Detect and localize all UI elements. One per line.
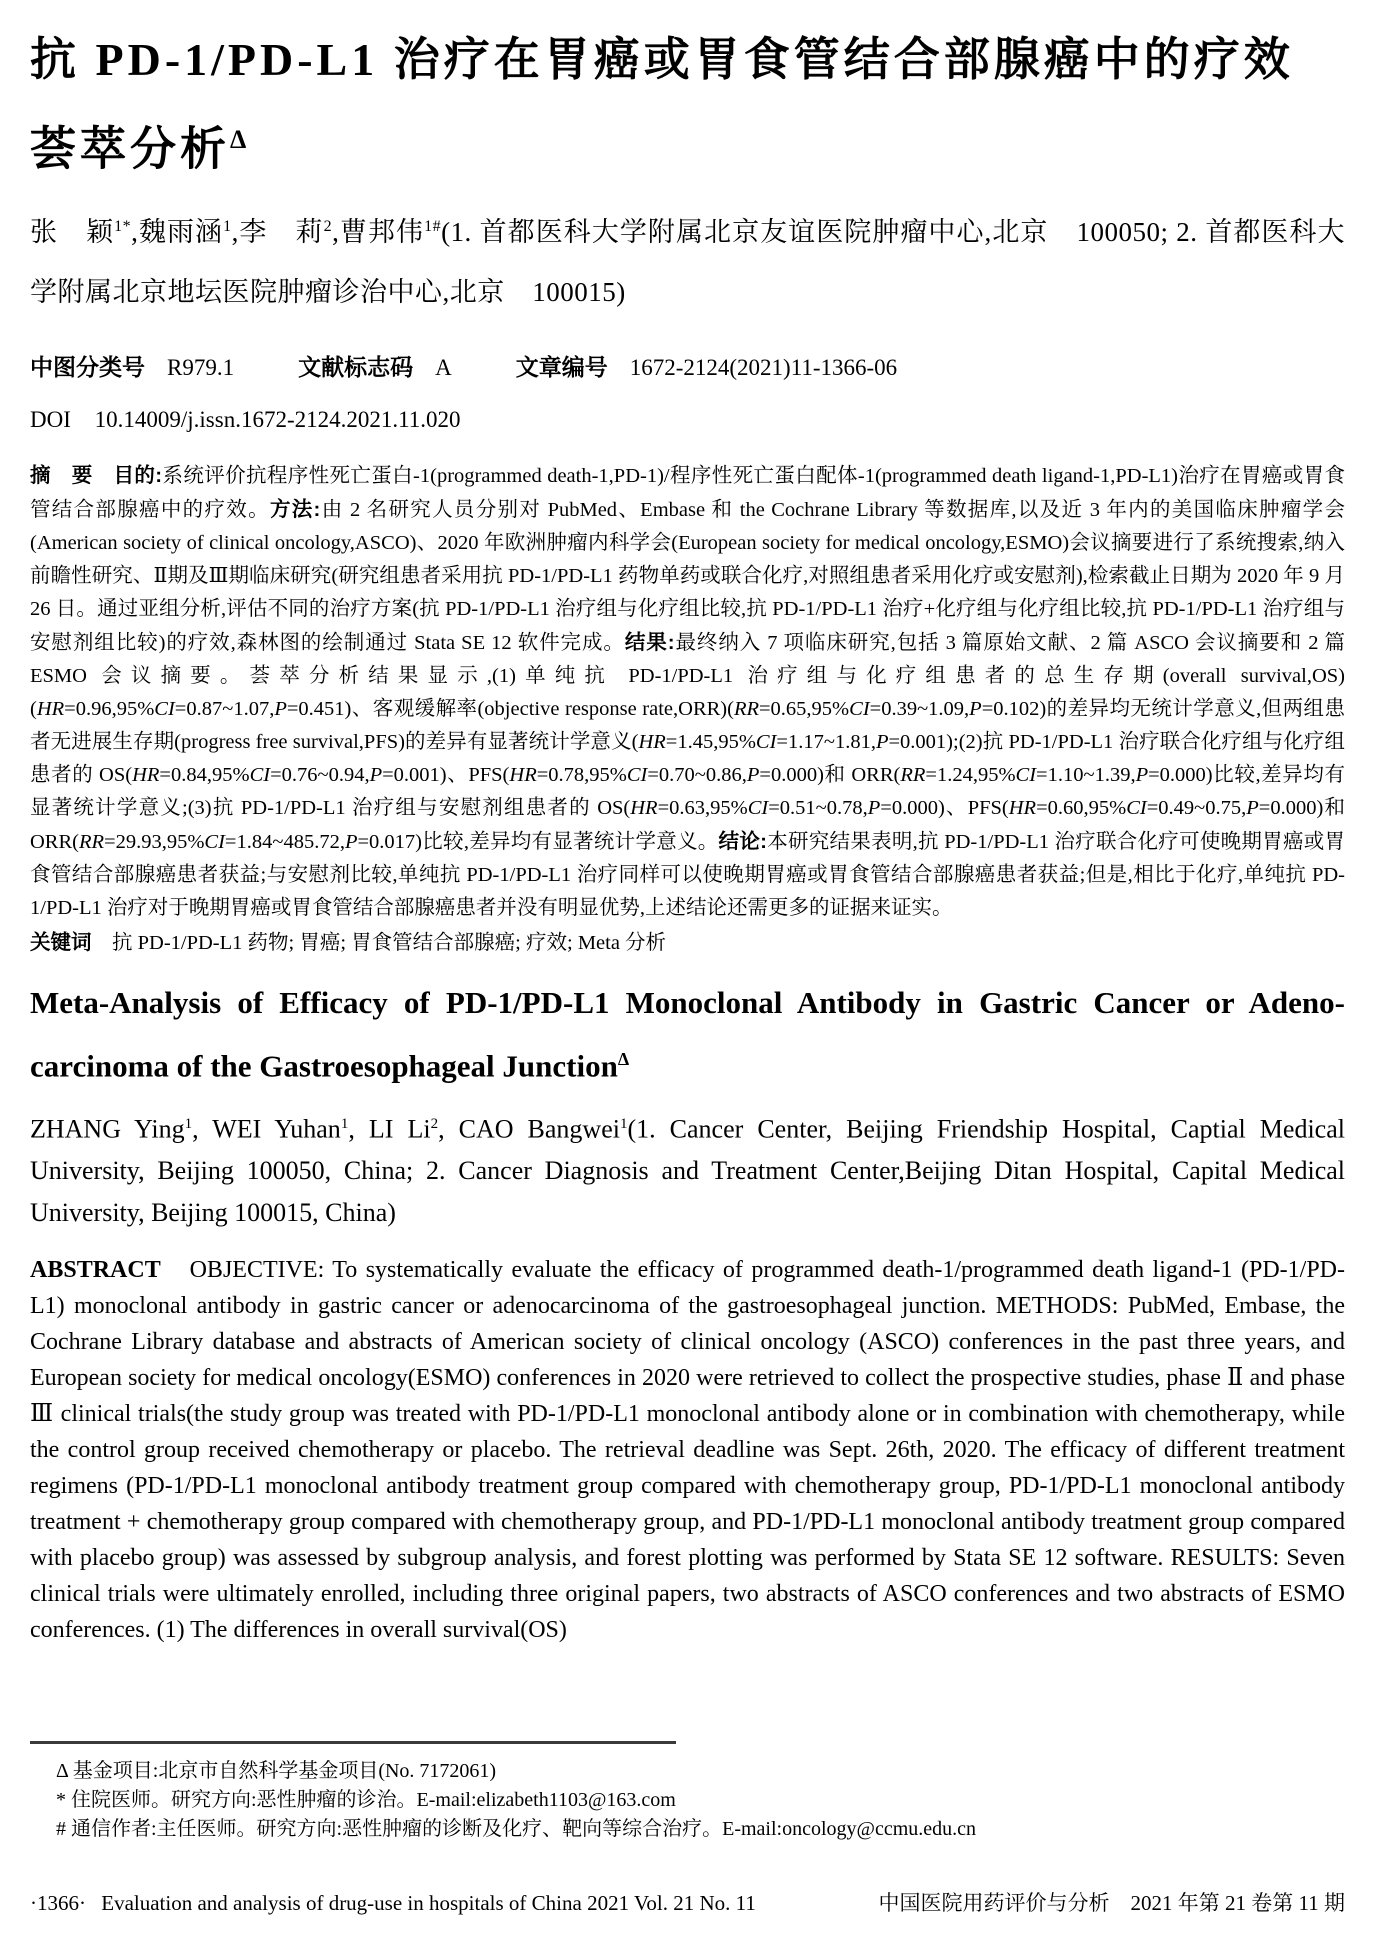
- page-footer: [30, 1889, 1345, 1917]
- authors-affiliations-zh: 张 颖$^{1*}$,魏雨涵$^1$,李 莉$^2$,曹邦伟$^{1\#}$(1. 首都医科大学附属北京友谊医院肿瘤中心,北京 100050; 2. 首都医科大学附属北京地坛医院肿瘤诊治中心,北京 100015): [30, 217, 1346, 308]
- doi-label: DOI: [30, 407, 71, 433]
- keywords-zh: 关键词 抗 PD-1/PD-L1 药物; 胃癌; 胃食管结合部腺癌; 疗效; Meta 分析: [30, 931, 667, 955]
- article-title-zh: [30, 20, 1345, 189]
- article-number-value: 1672-2124(2021)11-1366-06: [629, 355, 898, 381]
- footnote-divider: [30, 1741, 676, 1744]
- footnote-funding: Δ 基金项目:北京市自然科学基金项目(No. 7172061): [56, 1760, 497, 1782]
- article-title-en-line2: carcinoma of the Gastroesophageal Junction$^\Delta$: [30, 1048, 630, 1084]
- article-number-label: 文章编号: [515, 354, 608, 381]
- article-meta-row: [30, 352, 1345, 383]
- article-title-zh-line1: 抗 PD-1/PD-L1 治疗在胃癌或胃食管结合部腺癌中的疗效: [30, 34, 1294, 85]
- footnote-corresponding-author: # 通信作者:主任医师。研究方向:恶性肿瘤的诊断及化疗、靶向等综合治疗。E-mail:oncology@ccmu.edu.cn: [56, 1818, 977, 1840]
- footnotes: [56, 1757, 1335, 1844]
- article-title-en: [30, 974, 1345, 1094]
- document-code-value: A: [435, 355, 452, 381]
- abstract-zh: 摘 要 目的:系统评价抗程序性死亡蛋白-1(programmed death-1,PD-1)/程序性死亡蛋白配体-1(programmed death ligand-1,PD-L1)治疗在胃癌或胃食管结合部腺癌中的疗效。方法:由 2 名研究人员分别对 PubMed、Embase 和 the Cochrane Library 等数据库,以及近 3 年内的美国临床肿瘤学会(American society of clinical oncology,ASCO)、2020 年欧洲肿瘤内科学会(European society for medical oncology,ESMO)会议摘要进行了系统搜索,纳入前瞻性研究、Ⅱ期及Ⅲ期临床研究(研究组患者采用抗 PD-1/PD-L1 药物单药或联合化疗,对照组患者采用化疗或安慰剂),检索截止日期为 2020 年 9 月 26 日。通过亚组分析,评估不同的治疗方案(抗 PD-1/PD-L1 治疗组与化疗组比较,抗 PD-1/PD-L1 治疗+化疗组与化疗组比较,抗 PD-1/PD-L1 治疗组与安慰剂组比较)的疗效,森林图的绘制通过 Stata SE 12 软件完成。结果:最终纳入 7 项临床研究,包括 3 篇原始文献、2 篇 ASCO 会议摘要和 2 篇 ESMO 会议摘要。荟萃分析结果显示,(1)单纯抗 PD-1/PD-L1 治疗组与化疗组患者的总生存期(overall survival,OS)(HR=0.96,95%CI=0.87~1.07,P=0.451)、客观缓解率(objective response rate,ORR)(RR=0.65,95%CI=0.39~1.09,P=0.102)的差异均无统计学意义,但两组患者无进展生存期(progress free survival,PFS)的差异有显著统计学意义(HR=1.45,95%CI=1.17~1.81,P=0.001);(2)抗 PD-1/PD-L1 治疗联合化疗组与化疗组患者的 OS(HR=0.84,95%CI=0.76~0.94,P=0.001)、PFS(HR=0.78,95%CI=0.70~0.86,P=0.000)和 ORR(RR=1.24,95%CI=1.10~1.39,P=0.000)比较,差异均有显著统计学意义;(3)抗 PD-1/PD-L1 治疗组与安慰剂组患者的 OS(HR=0.63,95%CI=0.51~0.78,P=0.000)、PFS(HR=0.60,95%CI=0.49~0.75,P=0.000)和 ORR(RR=29.93,95%CI=1.84~485.72,P=0.017)比较,差异均有显著统计学意义。结论:本研究结果表明,抗 PD-1/PD-L1 治疗联合化疗可使晚期胃癌或胃食管结合部腺癌患者获益;与安慰剂比较,单纯抗 PD-1/PD-L1 治疗同样可以使晚期胃癌或胃食管结合部腺癌患者获益;但是,相比于化疗,单纯抗 PD-1/PD-L1 治疗对于晚期胃癌或胃食管结合部腺癌患者并没有明显优势,上述结论还需更多的证据来证实。: [30, 464, 1346, 920]
- footnote-first-author: * 住院医师。研究方向:恶性肿瘤的诊治。E-mail:elizabeth1103@163.com: [56, 1789, 676, 1811]
- authors-affiliations-en: ZHANG Ying$^1$, WEI Yuhan$^1$, LI Li$^2$, CAO Bangwei$^1$(1. Cancer Center, Beijing Friendship Hospital, Captial Medical University, Beijing 100050, China; 2. Cancer Diagnosis and Treatment Center,Beijing Ditan Hospital, Capital Medical University, Beijing 100015, China): [30, 1114, 1345, 1228]
- clc-label: 中图分类号: [30, 354, 145, 381]
- footer-left: [30, 1889, 756, 1917]
- doi-value: 10.14009/j.issn.1672-2124.2021.11.020: [94, 407, 461, 433]
- article-number: [516, 352, 897, 383]
- document-code: [298, 352, 452, 383]
- article-title-en-line1: Meta-Analysis of Efficacy of PD-1/PD-L1 Monoclonal Antibody in Gastric Cancer or Adeno-: [30, 985, 1345, 1021]
- journal-name-en: Evaluation and analysis of drug-use in hospitals of China 2021 Vol. 21 No. 11: [101, 1891, 756, 1915]
- page-number: ·1366·: [30, 1891, 86, 1915]
- clc-number: [30, 352, 234, 383]
- clc-value: R979.1: [167, 355, 235, 381]
- journal-name-zh: 中国医院用药评价与分析 2021 年第 21 卷第 11 期: [878, 1891, 1345, 1915]
- doi-row: [30, 405, 1345, 435]
- abstract-en: ABSTRACT OBJECTIVE: To systematically evaluate the efficacy of programmed death-1/programmed death ligand-1 (PD-1/PD-L1) monoclonal antibody in gastric cancer or adenocarcinoma of the gastroesophageal junction. METHODS: PubMed, Embase, the Cochrane Library database and abstracts of American society of clinical oncology (ASCO) conferences in the past three years, and European society for medical oncology(ESMO) conferences in 2020 were retrieved to collect the prospective studies, phase Ⅱ and phase Ⅲ clinical trials(the study group was treated with PD-1/PD-L1 monoclonal antibody alone or in combination with chemotherapy, while the control group received chemotherapy or placebo. The retrieval deadline was Sept. 26th, 2020. The efficacy of different treatment regimens (PD-1/PD-L1 monoclonal antibody treatment group compared with chemotherapy group, PD-1/PD-L1 monoclonal antibody treatment + chemotherapy group compared with chemotherapy group, and PD-1/PD-L1 monoclonal antibody treatment group compared with placebo group) was assessed by subgroup analysis, and forest plotting was performed by Stata SE 12 software. RESULTS: Seven clinical trials were ultimately enrolled, including three original papers, two abstracts of ASCO conferences and two abstracts of ESMO conferences. (1) The differences in overall survival(OS): [30, 1257, 1345, 1644]
- document-code-label: 文献标志码: [298, 354, 414, 381]
- article-title-zh-line2: 荟萃分析$^\Delta$: [30, 123, 251, 175]
